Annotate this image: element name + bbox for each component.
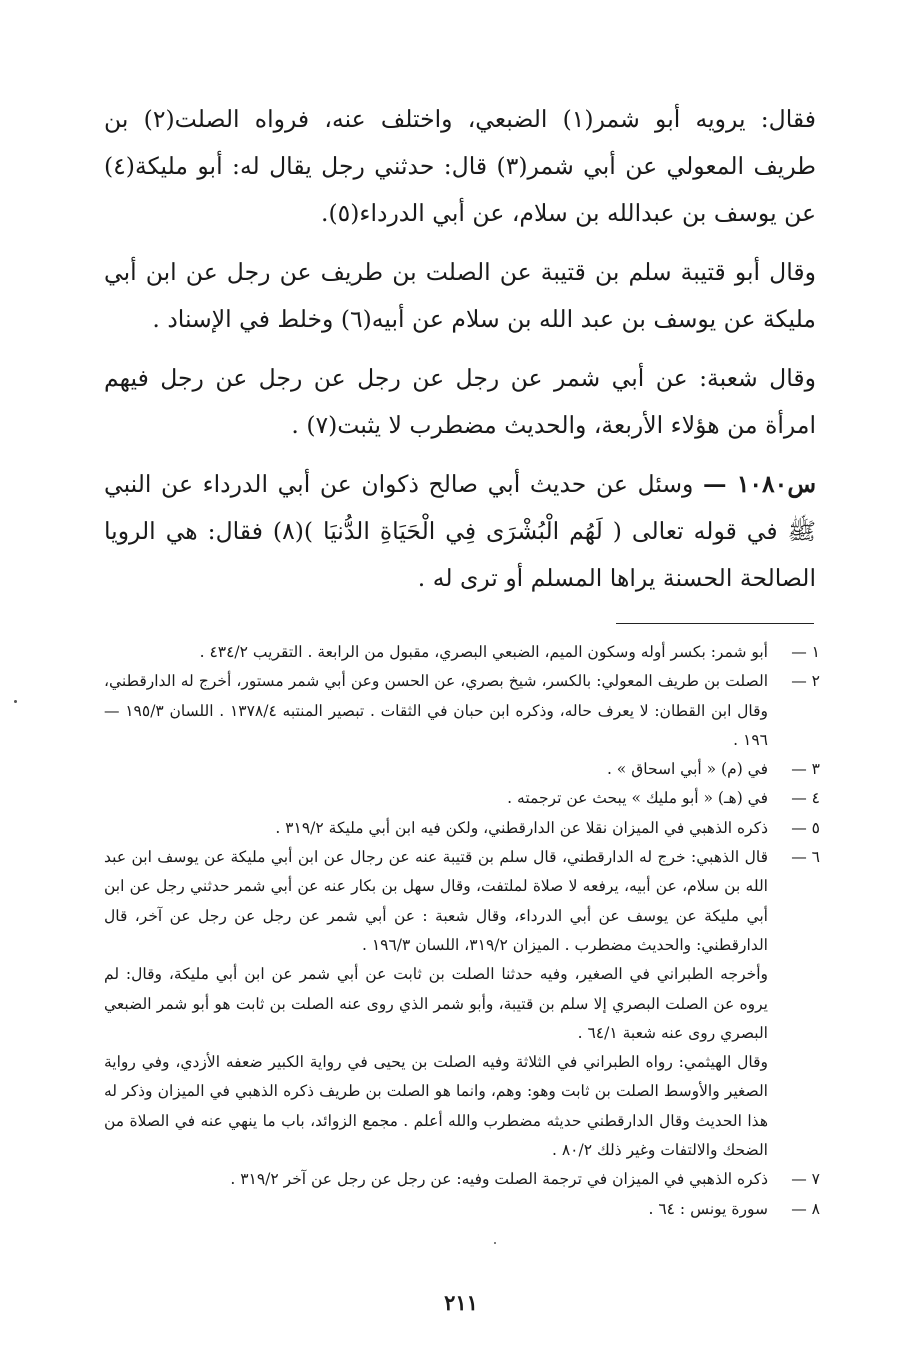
footnote	[104, 1165, 820, 1194]
footnote-number: ٧ —	[791, 1170, 820, 1189]
paragraph-1: فقال: يرويه أبو شمر(١) الضبعي، واختلف عنه، فرواه الصلت(٢) بن طريف المعولي عن أبي شمر(٣) قال: حدثني رجل يقال له: أبو مليكة(٤) عن يوسف بن عبدالله بن سلام، عن أبي الدرداء(٥).	[104, 105, 816, 227]
main-text	[104, 96, 816, 614]
footnotes	[104, 638, 820, 1224]
footnote-paragraph: قال الذهبي: خرج له الدارقطني، قال سلم بن قتيبة عنه عن رجال عن ابن أبي مليكة عن يوسف ابن عبد الله بن سلام، عن أبيه، يرفعه لا صلاة لملتفت، وقال سهل بن بكار عنه عن أبي شمر حدثني رجل عن ابن أبي مليكة عن يوسف عن أبي الدرداء، وقال شعبة : عن أبي شمر عن رجل عن رجل عن آخر، قال الدارقطني: والحديث مضطرب . الميزان ٣١٩/٢، اللسان ١٩٦/٣ .	[104, 848, 768, 954]
footnote	[104, 1195, 820, 1224]
footnote-paragraph: أبو شمر: بكسر أوله وسكون الميم، الضبعي البصري، مقبول من الرابعة . التقريب ٤٣٤/٢ .	[199, 643, 768, 661]
footnote-number: ٣ —	[791, 760, 820, 779]
footnote	[104, 667, 820, 755]
footnote-number: ٥ —	[791, 818, 820, 837]
footnote	[104, 843, 820, 1165]
question-number: س١٠٨٠ —	[702, 470, 816, 498]
footnote-paragraph: وقال الهيثمي: رواه الطبراني في الثلاثة وفيه الصلت بن يحيى في رواية الكبير ضعفه الأزدي، وفي رواية الصغير والأوسط الصلت بن ثابت وهو: وهم، وانما هو الصلت بن طريف ذكره الذهبي في الميزان وذكر له هذا الحديث وقال الدارقطني حديثه مضطرب والله أعلم . مجمع الزوائد، باب ما ينهي عنه في الصلاة من الضحك والالتفات وغير ذلك ٨٠/٢ .	[104, 1053, 768, 1160]
scan-speck	[494, 1242, 496, 1244]
footnote-text	[104, 814, 768, 843]
footnote-number: ١ —	[791, 643, 820, 661]
footnote	[104, 784, 820, 813]
page-number: ٢١١	[444, 1290, 478, 1315]
question-text: وسئل عن حديث أبي صالح ذكوان عن أبي الدرداء عن النبي ﷺ في قوله تعالى ( لَهُم الْبُشْرَى فِي الْحَيَاةِ الدُّنيَا )(٨) فقال: هي الرويا الصالحة الحسنة يراها المسلم أو ترى له .	[104, 470, 816, 592]
footnote-paragraph: في (م) « أبي اسحاق » .	[606, 760, 768, 779]
footnote-paragraph: سورة يونس : ٦٤ .	[648, 1199, 768, 1218]
footnote-text	[104, 1195, 768, 1224]
footnote-text	[104, 638, 768, 667]
footnote-paragraph: ذكره الذهبي في الميزان نقلا عن الدارقطني، ولكن فيه ابن أبي مليكة ٣١٩/٢ .	[275, 818, 768, 837]
footnote-text	[104, 784, 768, 813]
footnote-paragraph: في (هـ) « أبو مليك » يبحث عن ترجمته .	[507, 789, 768, 808]
footnote-separator	[616, 623, 814, 624]
footnote-text	[104, 843, 768, 1165]
footnote-number: ٢ —	[791, 672, 820, 691]
paragraph-3: وقال شعبة: عن أبي شمر عن رجل عن رجل عن رجل عن رجل فيهم امرأة من هؤلاء الأربعة، والحديث مضطرب لا يثبت(٧) .	[104, 364, 816, 439]
footnote-text	[104, 755, 768, 784]
paragraph-2: وقال أبو قتيبة سلم بن قتيبة عن الصلت بن طريف عن رجل عن ابن أبي مليكة عن يوسف بن عبد الله بن سلام عن أبيه(٦) وخلط في الإسناد .	[104, 258, 816, 333]
footnote	[104, 755, 820, 784]
footnote-number: ٤ —	[791, 789, 820, 808]
footnote	[104, 814, 820, 843]
footnote-number: ٨ —	[791, 1199, 820, 1218]
footnote-paragraph: الصلت بن طريف المعولي: بالكسر، شيخ بصري، عن الحسن وعن أبي شمر مستور، أخرج له الدارقطني، وقال ابن القطان: لا يعرف حاله، وذكره ابن حبان في الثقات . تبصير المنتبه ١٣٧٨/٤ . اللسان ١٩٥/٣ — ١٩٦ .	[104, 672, 768, 749]
footnote-text	[104, 667, 768, 755]
footnote	[104, 638, 820, 667]
question-paragraph	[104, 461, 816, 602]
scan-speck	[14, 700, 17, 703]
footnote-text	[104, 1165, 768, 1194]
footnote-paragraph: ذكره الذهبي في الميزان في ترجمة الصلت وفيه: عن رجل عن رجل عن آخر ٣١٩/٢ .	[230, 1170, 768, 1189]
footnote-paragraph: وأخرجه الطبراني في الصغير، وفيه حدثنا الصلت بن ثابت عن أبي شمر عن ابن أبي مليكة، وقال: لم يروه عن الصلت البصري إلا سلم بن قتيبة، وأبو شمر الذي روى عنه الصلت بن ثابت هو أبو شمر الضبعي البصري روى عنه شعبة ٦٤/١ .	[104, 965, 768, 1042]
footnote-number: ٦ —	[791, 848, 820, 867]
